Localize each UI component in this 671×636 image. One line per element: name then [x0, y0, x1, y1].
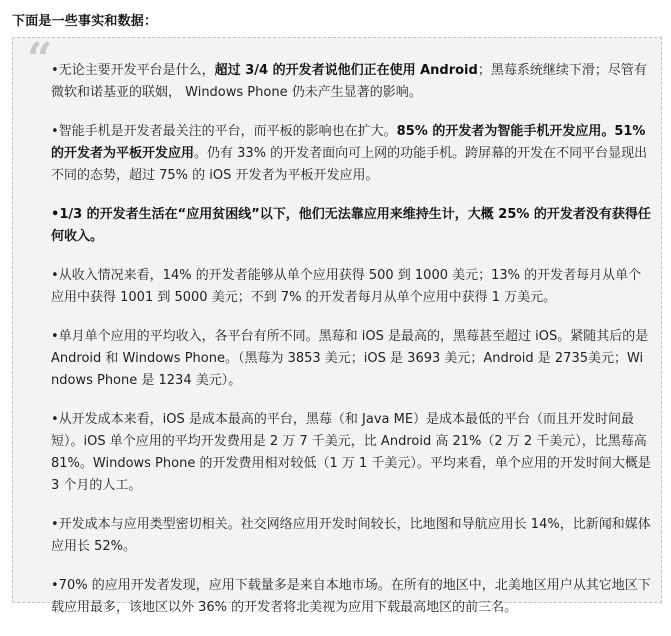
section-heading: 下面是一些事实和数据： [12, 14, 158, 29]
fact-2-part-3: 。仍有 33% 的开发者面向可上网的功能手机。跨屏幕的开发在不同平台显现出不同的态势，超过 75% 的 iOS 开发者为平板开发应用。 [51, 146, 648, 183]
fact-6-part-1: •从开发成本来看，iOS 是成本最高的平台，黑莓（和 Java ME）是成本最低的平台（而且开发时间最短）。iOS 单个应用的平均开发费用是 2 万 7 千美元，比 Android 高 21%（2 万 2 千美元），比黑莓高 81%。Windows Phone 的开发费用相对较低（1 万 1 千美元）。平均来看，单个应用的开发时间大概是 3 个月的人工。 [51, 412, 651, 493]
quote-icon: “ [27, 34, 53, 85]
fact-1-part-2: 超过 3/4 的开发者说他们正在使用 Android [214, 63, 478, 78]
fact-3-part-2: 1/3 的开发者生活在“应用贫困线”以下，他们无法靠应用来维持生计，大概 25% 的开发者没有获得任何收入。 [51, 207, 651, 244]
fact-item-6 [51, 409, 651, 497]
fact-8-part-1: •70% 的应用开发者发现，应用下载量多是来自本地市场。在所有的地区中，北美地区用户从其它地区下载应用最多，该地区以外 36% 的开发者将北美视为应用下载最高地区的前三名。 [51, 578, 651, 615]
fact-3-part-1: • [51, 207, 60, 222]
fact-4-part-1: •从收入情况来看，14% 的开发者能够从单个应用获得 500 到 1000 美元；13% 的开发者每月从单个应用中获得 1001 到 5000 美元；不到 7% 的开发者每月从单个应用中获得 1 万美元。 [51, 268, 642, 305]
fact-list [51, 60, 651, 636]
blockquote [12, 34, 662, 615]
fact-7-part-1: •开发成本与应用类型密切相关。社交网络应用开发时间较长，比地图和导航应用长 14%，比新闻和媒体应用长 52%。 [51, 517, 651, 554]
fact-1-part-3: ；黑莓系统继续下滑；尽管有微软和诺基亚的联姻， Windows Phone 仍未产生显著的影响。 [51, 63, 647, 100]
fact-item-8 [51, 575, 651, 619]
fact-item-2 [51, 121, 651, 187]
fact-5-part-1: •单月单个应用的平均收入，各平台有所不同。黑莓和 iOS 是最高的，黑莓甚至超过 iOS。紧随其后的是 Android 和 Windows Phone。（黑莓为 3853 美元；iOS 是 3693 美元；Android 是 2735美元；Windows Phone 是 1234 美元）。 [51, 329, 649, 388]
fact-item-7 [51, 514, 651, 558]
fact-item-3 [51, 204, 651, 248]
fact-2-part-1: •智能手机是开发者最关注的平台，而平板的影响也在扩大。 [51, 124, 397, 139]
fact-2-part-2: 85% 的开发者为智能手机开发应用。51% 的开发者为平板开发应用 [51, 124, 646, 161]
fact-1-part-1: •无论主要开发平台是什么， [51, 63, 215, 78]
fact-item-5 [51, 326, 651, 392]
fact-item-4 [51, 265, 651, 309]
fact-item-1 [51, 60, 651, 104]
